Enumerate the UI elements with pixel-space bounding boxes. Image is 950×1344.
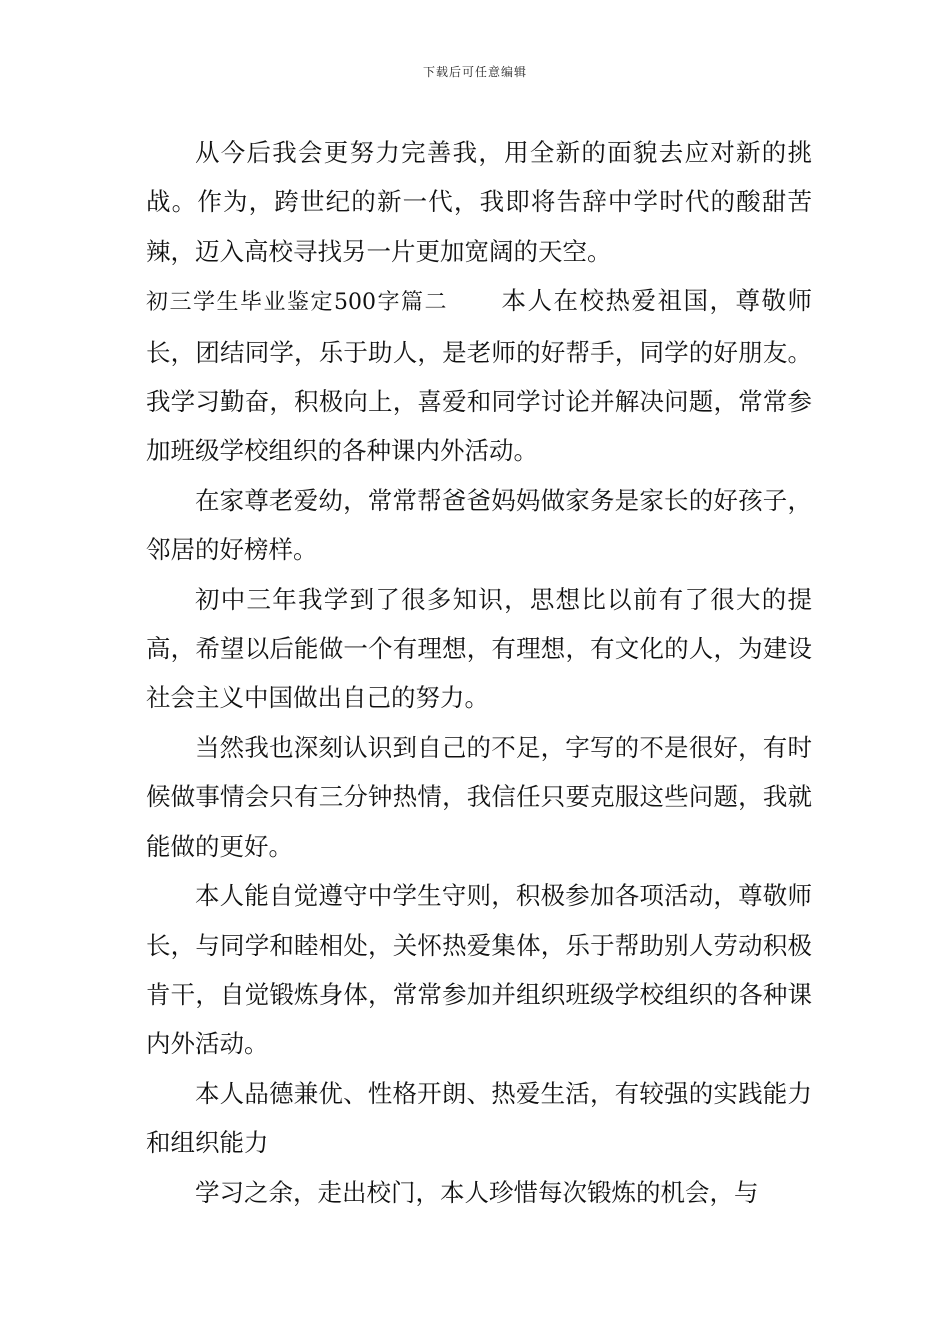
document-body — [146, 128, 812, 1217]
paragraph-8: 学习之余，走出校门，本人珍惜每次锻炼的机会，与 — [195, 1177, 759, 1207]
paragraph-6: 本人能自觉遵守中学生守则，积极参加各项活动，尊敬师长，与同学和睦相处，关怀热爱集体，乐于帮助别人劳动积极肯干，自觉锻炼身体，常常参加并组织班级学校组织的各种课内外活动。 — [146, 881, 812, 1059]
paragraph-2-text: 本人在校热爱祖国，尊敬师长，团结同学，乐于助人，是老师的好帮手，同学的好朋友。我学习勤奋，积极向上，喜爱和同学讨论并解决问题，常常参加班级学校组织的各种课内外活动。 — [146, 286, 812, 466]
paragraph-3: 在家尊老爱幼，常常帮爸爸妈妈做家务是家长的好孩子，邻居的好榜样。 — [146, 485, 812, 565]
page-header: 下载后可任意编辑 — [422, 65, 527, 79]
paragraph-7: 本人品德兼优、性格开朗、热爱生活，有较强的实践能力和组织能力 — [146, 1078, 812, 1158]
paragraph-4: 初中三年我学到了很多知识，思想比以前有了很大的提高，希望以后能做一个有理想，有理想，有文化的人，为建设社会主义中国做出自己的努力。 — [146, 584, 812, 713]
paragraph-5: 当然我也深刻认识到自己的不足，字写的不是很好，有时候做事情会只有三分钟热情，我信任只要克服这些问题，我就能做的更好。 — [146, 732, 812, 861]
paragraph-2 — [146, 276, 812, 476]
section-heading: 初三学生毕业鉴定500字篇二 — [146, 290, 448, 316]
paragraph-1: 从今后我会更努力完善我，用全新的面貌去应对新的挑战。作为，跨世纪的新一代，我即将告辞中学时代的酸甜苦辣，迈入高校寻找另一片更加宽阔的天空。 — [146, 138, 812, 266]
